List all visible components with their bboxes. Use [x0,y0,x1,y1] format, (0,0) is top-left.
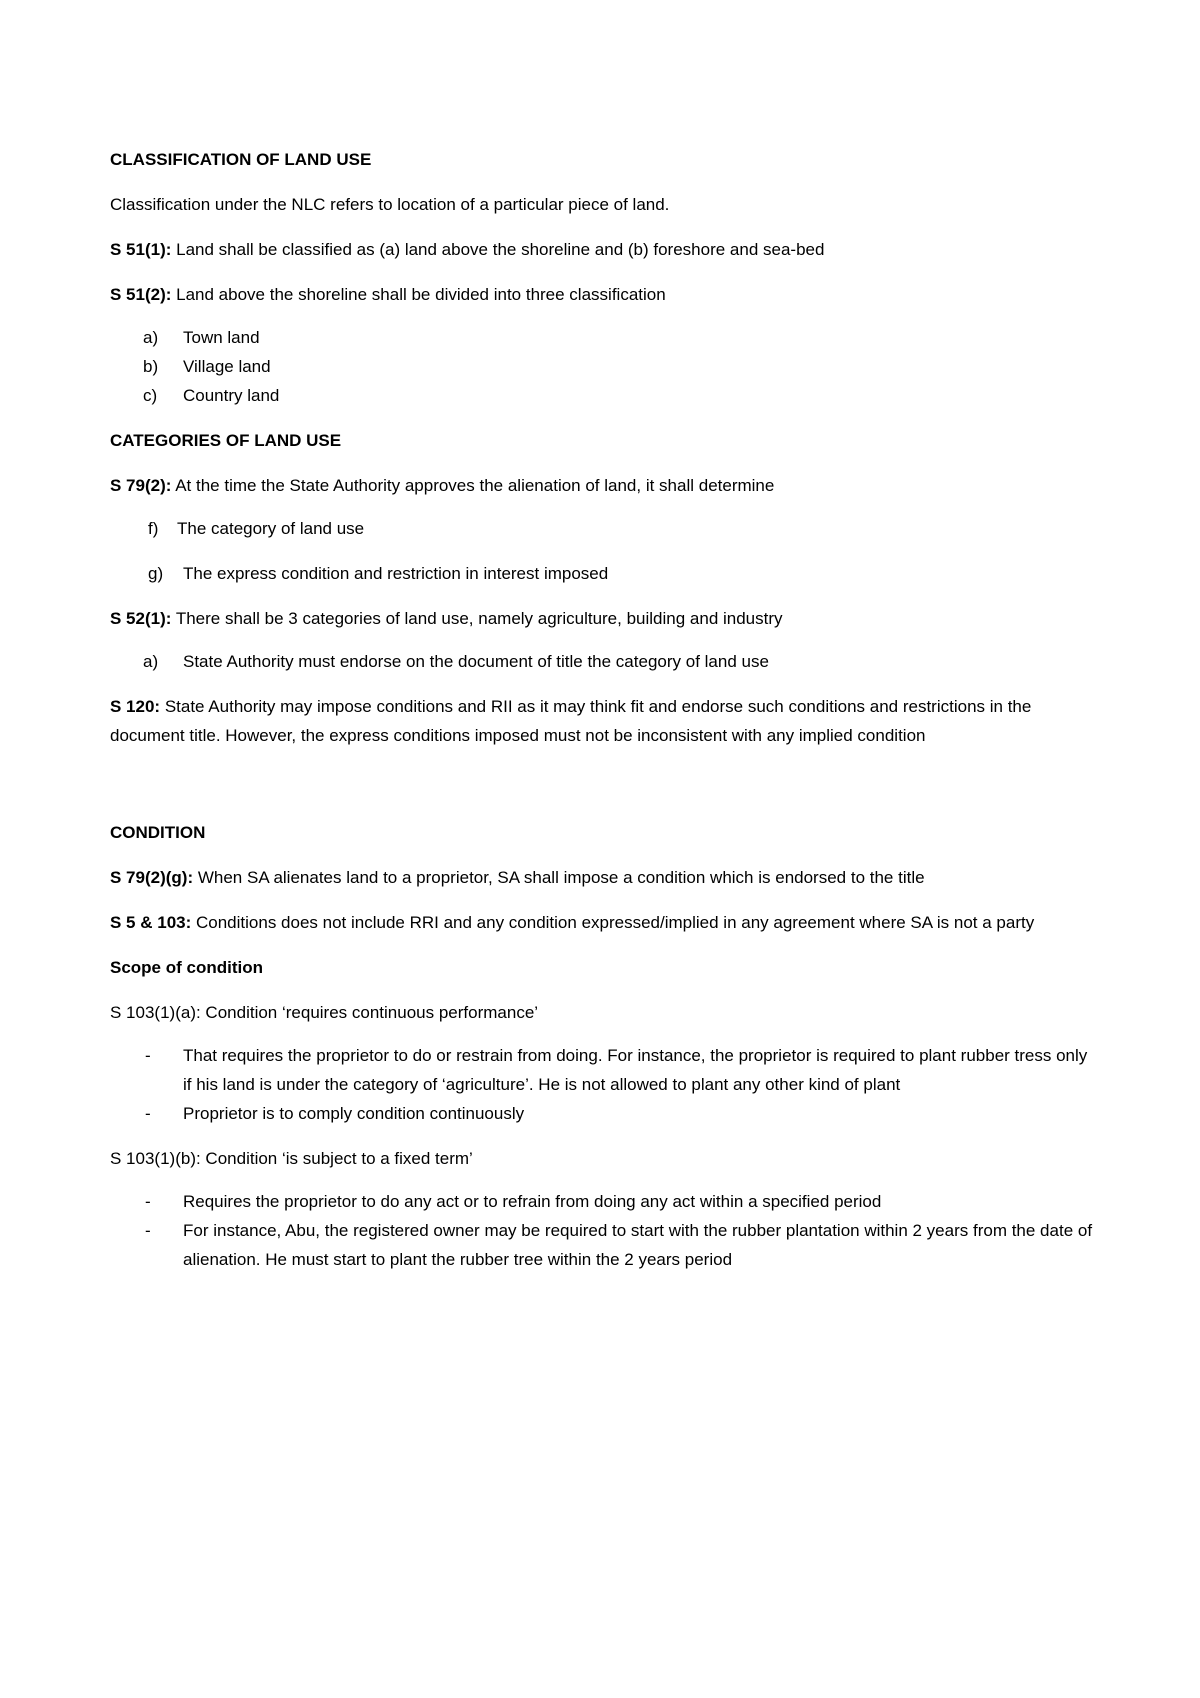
scope-heading: Scope of condition [110,958,263,977]
list-item-text: Village land [183,357,271,376]
document-page [110,145,1100,1290]
s79-2-text: At the time the State Authority approves the alienation of land, it shall determine [171,476,775,495]
s79-2g-paragraph [110,863,1100,892]
list-marker: b) [143,357,159,376]
list-item-text: Country land [183,386,280,405]
list-item [110,1099,1100,1128]
list-marker: - [145,1046,151,1065]
s5-103-label: S 5 & 103: [110,913,192,932]
list-item-text: Town land [183,328,260,347]
list-item-text: That requires the proprietor to do or restrain from doing. For instance, the proprietor is required to plant rubber tress only if his land is under the category of ‘agriculture’. He is not allowed to plant any other kind of plant [183,1046,1088,1094]
s103-1a-label: S 103(1)(a): [110,1003,201,1022]
categories-heading: CATEGORIES OF LAND USE [110,431,342,450]
s51-2-text: Land above the shoreline shall be divided into three classification [171,285,666,304]
s51-2-label: S 51(2): [110,285,172,304]
s51-2-paragraph [110,280,1100,309]
s51-1-text: Land shall be classified as (a) land above the shoreline and (b) foreshore and sea-bed [171,240,825,259]
list-item [110,514,1100,543]
spacer [110,766,1100,818]
s79-2g-text: When SA alienates land to a proprietor, SA shall impose a condition which is endorsed to the title [193,868,925,887]
list-item [110,323,1100,352]
s79-2g-label: S 79(2)(g): [110,868,194,887]
s103-1a-text: Condition ‘requires continuous performance’ [200,1003,539,1022]
determine-list [110,514,1100,588]
s5-103-paragraph [110,908,1100,937]
condition-heading: CONDITION [110,823,206,842]
classification-intro: Classification under the NLC refers to location of a particular piece of land. [110,195,670,214]
list-item-text: State Authority must endorse on the document of title the category of land use [183,652,769,671]
list-marker: g) [148,564,164,583]
s52-list [110,647,1100,676]
s120-text: State Authority may impose conditions and RII as it may think fit and endorse such conditions and restrictions in the document title. However, the express conditions imposed must not be inconsistent with any implied condition [110,697,1032,745]
s103-1a-paragraph [110,998,1100,1027]
list-marker: - [145,1104,151,1123]
classification-heading: CLASSIFICATION OF LAND USE [110,150,372,169]
s103-1b-paragraph [110,1144,1100,1173]
s79-2-label: S 79(2): [110,476,172,495]
s51-1-paragraph [110,235,1100,264]
list-item [110,1041,1100,1099]
list-marker: a) [143,328,159,347]
list-item [110,381,1100,410]
s103-1b-label: S 103(1)(b): [110,1149,201,1168]
s5-103-text: Conditions does not include RRI and any condition expressed/implied in any agreement where SA is not a party [191,913,1035,932]
list-marker: - [145,1221,151,1240]
s120-paragraph [110,692,1100,750]
s103-1b-list [110,1187,1100,1274]
s52-1-paragraph [110,604,1100,633]
list-item-text: For instance, Abu, the registered owner may be required to start with the rubber plantation within 2 years from the date of alienation. He must start to plant the rubber tree within the 2 years period [183,1221,1093,1269]
list-item [110,1187,1100,1216]
land-classification-list [110,323,1100,410]
list-item-text: The category of land use [177,519,365,538]
list-marker: c) [143,386,158,405]
list-marker: - [145,1192,151,1211]
list-item [110,1216,1100,1274]
list-marker: f) [148,519,159,538]
list-marker: a) [143,652,159,671]
s79-2-paragraph [110,471,1100,500]
s51-1-label: S 51(1): [110,240,172,259]
s103-1b-text: Condition ‘is subject to a fixed term’ [200,1149,473,1168]
s120-label: S 120: [110,697,161,716]
list-item-text: Proprietor is to comply condition continuously [183,1104,525,1123]
s52-1-text: There shall be 3 categories of land use, namely agriculture, building and industry [171,609,783,628]
list-item [110,559,1100,588]
list-item-text: Requires the proprietor to do any act or to refrain from doing any act within a specified period [183,1192,882,1211]
s52-1-label: S 52(1): [110,609,172,628]
list-item-text: The express condition and restriction in interest imposed [183,564,609,583]
list-item [110,352,1100,381]
list-item [110,647,1100,676]
s103-1a-list [110,1041,1100,1128]
